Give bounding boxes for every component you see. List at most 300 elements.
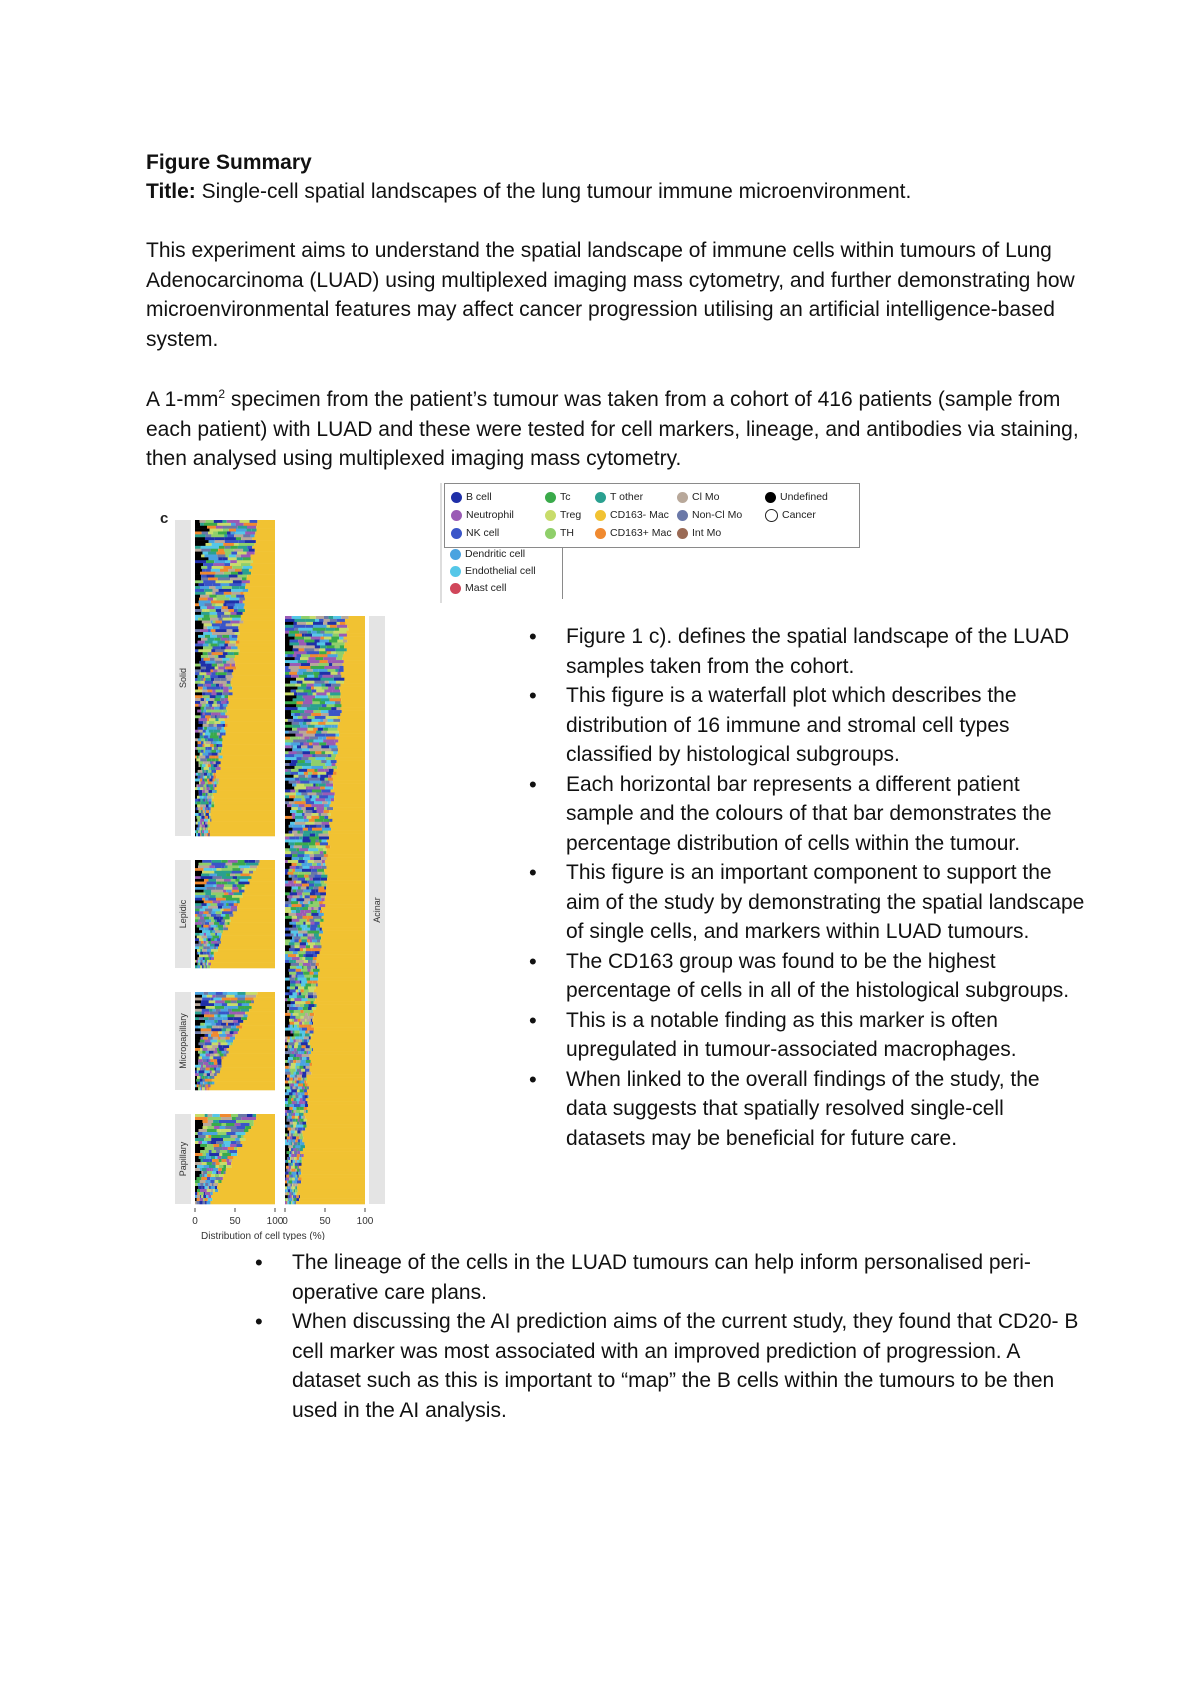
bar-segment xyxy=(213,563,224,566)
bar-segment xyxy=(207,1168,210,1171)
bar-segment xyxy=(290,1157,291,1160)
bar-segment xyxy=(231,572,238,575)
bar-segment xyxy=(195,549,201,552)
bar-segment xyxy=(217,938,220,941)
bar-segment xyxy=(213,1056,221,1059)
bar-segment xyxy=(301,969,307,972)
bar-segment xyxy=(198,957,200,960)
bar-segment xyxy=(203,632,212,635)
bar-segment xyxy=(225,865,228,868)
bar-segment xyxy=(207,566,211,569)
bar-segment xyxy=(289,1192,291,1195)
bar-segment xyxy=(212,796,214,799)
bar-segment xyxy=(197,952,198,955)
bar-segment xyxy=(209,779,212,782)
bar-segment xyxy=(228,992,238,995)
bar-segment xyxy=(314,684,321,687)
bar-segment-dominant xyxy=(223,1177,275,1180)
bar-segment xyxy=(285,963,291,966)
bar-segment xyxy=(226,863,232,866)
bar-segment xyxy=(312,828,322,831)
bar-segment xyxy=(195,876,201,879)
bar-segment-dominant xyxy=(257,523,275,526)
bar-segment xyxy=(204,741,206,744)
bar-segment-dominant xyxy=(248,1129,275,1132)
bar-segment xyxy=(285,860,288,863)
bar-segment xyxy=(285,1136,287,1139)
bar-segment xyxy=(246,863,259,866)
bar-segment xyxy=(203,807,205,810)
bar-segment xyxy=(285,1042,288,1045)
bar-segment xyxy=(330,781,333,784)
bar-segment xyxy=(235,1123,241,1126)
bar-segment xyxy=(195,741,198,744)
bar-segment xyxy=(195,1000,201,1003)
bar-segment xyxy=(200,1174,202,1177)
bar-segment xyxy=(205,827,206,830)
bar-segment xyxy=(201,1000,209,1003)
bar-segment xyxy=(303,837,310,840)
bar-segment xyxy=(299,954,304,957)
bar-segment xyxy=(198,1059,203,1062)
bar-segment-dominant xyxy=(237,906,275,909)
bar-segment-dominant xyxy=(307,1119,365,1122)
bar-segment xyxy=(201,770,202,773)
bar-segment xyxy=(295,1095,298,1098)
bar-segment xyxy=(212,955,213,958)
bar-segment xyxy=(236,1120,254,1123)
bar-segment xyxy=(242,583,246,586)
bar-segment-dominant xyxy=(325,895,365,898)
bar-segment-dominant xyxy=(239,629,275,632)
bar-segment xyxy=(210,1177,215,1180)
bullet-item: • Each horizontal bar represents a different patient sample and the colours of that bar demonstrates the percentage distribution of cells within the tumour. xyxy=(566,770,1086,859)
bar-segment xyxy=(226,655,236,658)
bar-segment xyxy=(321,813,327,816)
bar-segment xyxy=(288,1186,290,1189)
bar-segment xyxy=(295,1186,297,1189)
bar-segment-dominant xyxy=(341,672,365,675)
bar-segment xyxy=(302,957,305,960)
bar-segment xyxy=(210,675,217,678)
bar-segment xyxy=(304,975,308,978)
bar-segment xyxy=(291,1139,292,1142)
bar-segment xyxy=(195,580,203,583)
bar-segment xyxy=(195,882,207,885)
bar-segment xyxy=(206,810,209,813)
bar-segment xyxy=(217,764,219,767)
bar-segment xyxy=(198,919,206,922)
bar-segment xyxy=(306,1072,311,1075)
bar-segment xyxy=(296,1098,299,1101)
bar-segment-dominant xyxy=(229,1045,275,1048)
bar-segment xyxy=(218,1054,220,1057)
bar-segment xyxy=(218,1020,222,1023)
bar-segment-dominant xyxy=(305,1128,365,1131)
bar-segment xyxy=(198,641,205,644)
bar-segment xyxy=(308,907,311,910)
bar-segment xyxy=(195,952,197,955)
bar-segment xyxy=(328,754,332,757)
bar-segment xyxy=(300,1133,302,1136)
bar-segment xyxy=(209,793,212,796)
bar-segment xyxy=(299,1175,300,1178)
bar-segment xyxy=(195,672,199,675)
bar-segment xyxy=(285,872,288,875)
bar-segment xyxy=(305,954,313,957)
bar-segment xyxy=(216,767,221,770)
bar-segment-dominant xyxy=(326,851,365,854)
bar-segment xyxy=(310,895,317,898)
bar-segment xyxy=(237,901,240,904)
bar-segment xyxy=(287,986,290,989)
bar-segment-dominant xyxy=(238,646,275,649)
bar-segment xyxy=(324,619,330,622)
bar-segment xyxy=(198,830,201,833)
bar-segment xyxy=(222,1159,227,1162)
bar-segment-dominant xyxy=(226,707,275,710)
bar-segment xyxy=(296,984,301,987)
bar-segment-dominant xyxy=(336,742,365,745)
bar-segment xyxy=(212,623,220,626)
bar-segment xyxy=(310,922,314,925)
bar-segment-dominant xyxy=(254,1120,275,1123)
bar-segment xyxy=(217,595,226,598)
bar-segment xyxy=(200,965,202,968)
bar-segment xyxy=(205,1020,214,1023)
bar-segment xyxy=(305,698,313,701)
bar-segment xyxy=(251,534,255,537)
bar-segment xyxy=(203,761,207,764)
bar-segment xyxy=(195,661,199,664)
bar-segment xyxy=(285,692,294,695)
bar-segment xyxy=(240,592,243,595)
bar-segment xyxy=(195,552,203,555)
bar-segment xyxy=(298,851,305,854)
bar-segment xyxy=(236,554,241,557)
bar-segment xyxy=(315,725,321,728)
bar-segment xyxy=(299,1169,300,1172)
bar-segment xyxy=(220,1037,225,1040)
bar-segment xyxy=(285,1063,289,1066)
bar-segment xyxy=(295,1036,299,1039)
bar-segment xyxy=(200,807,202,810)
bar-segment xyxy=(289,1133,291,1136)
bar-segment xyxy=(239,598,245,601)
bar-segment xyxy=(317,825,322,828)
bar-segment xyxy=(210,819,212,822)
bar-segment xyxy=(299,675,308,678)
bar-segment xyxy=(195,793,199,796)
bar-segment xyxy=(290,1016,296,1019)
bar-segment xyxy=(299,992,301,995)
bar-segment xyxy=(287,1113,289,1116)
bar-segment-dominant xyxy=(245,1138,275,1141)
bar-segment xyxy=(232,871,243,874)
bar-segment xyxy=(214,1126,219,1129)
bar-segment xyxy=(199,718,208,721)
bar-segment xyxy=(225,1037,229,1040)
bar-segment-dominant xyxy=(260,860,275,863)
bar-segment xyxy=(296,972,303,975)
bar-segment-dominant xyxy=(221,761,275,764)
bar-segment-dominant xyxy=(212,799,275,802)
bar-segment xyxy=(308,992,313,995)
bar-segment xyxy=(200,1003,214,1006)
bar-segment xyxy=(198,675,203,678)
bar-segment xyxy=(203,1183,205,1186)
bar-segment-dominant xyxy=(244,1135,275,1138)
bar-segment xyxy=(241,554,251,557)
bar-segment xyxy=(327,625,330,628)
bar-segment xyxy=(296,1125,303,1128)
bullet-item: • The CD163 group was found to be the highest percentage of cells in all of the histological subgroups. xyxy=(566,947,1086,1006)
bar-segment xyxy=(201,876,213,879)
bar-segment xyxy=(208,781,212,784)
bar-segment xyxy=(195,655,201,658)
bar-segment xyxy=(232,1117,236,1120)
bar-segment xyxy=(195,764,199,767)
bar-segment xyxy=(292,904,302,907)
bar-segment xyxy=(209,767,211,770)
bar-segment xyxy=(212,1076,215,1079)
bar-segment-dominant xyxy=(252,546,275,549)
bar-segment xyxy=(324,810,329,813)
bar-segment-dominant xyxy=(237,1150,275,1153)
legend-label: B cell xyxy=(466,491,492,503)
bar-segment xyxy=(228,1009,232,1012)
bar-segment xyxy=(313,678,321,681)
bar-segment xyxy=(301,936,308,939)
bar-segment-dominant xyxy=(339,687,365,690)
bar-segment xyxy=(285,1033,294,1036)
bar-segment xyxy=(290,1122,294,1125)
bar-segment xyxy=(289,928,297,931)
bar-segment xyxy=(285,792,296,795)
bar-segment xyxy=(301,881,307,884)
bar-segment xyxy=(238,1003,242,1006)
bar-segment xyxy=(195,577,201,580)
bar-segment xyxy=(197,1177,202,1180)
bar-segment xyxy=(210,744,214,747)
bar-segment xyxy=(328,660,332,663)
bar-segment-dominant xyxy=(329,837,365,840)
bar-segment xyxy=(207,914,211,917)
bar-segment xyxy=(207,1073,210,1076)
bar-segment xyxy=(305,1031,307,1034)
bar-segment xyxy=(201,936,207,939)
bar-segment xyxy=(285,951,293,954)
bar-segment xyxy=(291,1201,292,1204)
bar-segment xyxy=(201,549,210,552)
bar-segment xyxy=(319,839,322,842)
bar-segment xyxy=(212,1183,214,1186)
bar-segment xyxy=(200,949,202,952)
bar-segment xyxy=(195,928,199,931)
bar-segment xyxy=(205,1192,210,1195)
bar-segment xyxy=(202,830,204,833)
bar-segment-dominant xyxy=(219,944,275,947)
bar-segment xyxy=(222,1020,233,1023)
bar-segment xyxy=(207,526,216,529)
bar-segment xyxy=(217,1040,226,1043)
bar-segment-dominant xyxy=(214,1076,275,1079)
bar-segment xyxy=(195,721,199,724)
bar-segment xyxy=(302,748,309,751)
bar-segment xyxy=(205,965,207,968)
bar-segment xyxy=(203,827,205,830)
bar-segment xyxy=(231,1026,236,1029)
bar-segment xyxy=(195,868,204,871)
bar-segment xyxy=(215,784,217,787)
bar-segment xyxy=(203,644,206,647)
bar-segment xyxy=(195,995,202,998)
bar-segment xyxy=(307,1086,309,1089)
bar-segment xyxy=(199,941,201,944)
bar-segment xyxy=(328,795,334,798)
bar-segment-dominant xyxy=(318,981,365,984)
bar-segment xyxy=(317,869,324,872)
bar-segment xyxy=(312,772,318,775)
bar-segment xyxy=(204,1084,206,1087)
bar-segment xyxy=(205,1198,208,1201)
bar-segment xyxy=(311,913,318,916)
bar-segment xyxy=(207,799,208,802)
specimen-superscript: 2 xyxy=(218,387,226,401)
bar-segment xyxy=(209,1150,212,1153)
bar-segment xyxy=(205,1087,206,1090)
bar-segment xyxy=(323,819,329,822)
bar-segment xyxy=(299,631,307,634)
bar-segment xyxy=(195,744,198,747)
bar-segment xyxy=(200,572,215,575)
bar-segment xyxy=(203,1045,207,1048)
bar-segment xyxy=(237,1012,246,1015)
bar-segment xyxy=(288,701,297,704)
bar-segment xyxy=(297,878,305,881)
bar-segment xyxy=(313,628,326,631)
bar-segment xyxy=(225,922,228,925)
bar-segment xyxy=(299,1081,300,1084)
bar-segment xyxy=(297,1075,302,1078)
bar-segment xyxy=(207,1144,213,1147)
bar-segment xyxy=(318,728,323,731)
bar-segment xyxy=(202,764,206,767)
bar-segment xyxy=(224,698,228,701)
bar-segment xyxy=(289,1095,291,1098)
bar-segment xyxy=(235,874,241,877)
bar-segment xyxy=(295,1172,296,1175)
bar-segment xyxy=(212,747,214,750)
bar-segment xyxy=(297,995,303,998)
bar-segment xyxy=(224,592,232,595)
bar-segment xyxy=(215,1070,220,1073)
bar-segment xyxy=(220,1014,227,1017)
bar-segment xyxy=(296,1145,301,1148)
bar-segment xyxy=(230,598,240,601)
bar-segment xyxy=(293,645,304,648)
bar-segment xyxy=(200,779,203,782)
bar-segment xyxy=(203,1065,206,1068)
bar-segment xyxy=(310,857,314,860)
bar-segment xyxy=(224,600,235,603)
bar-segment xyxy=(212,868,216,871)
bar-segment xyxy=(243,534,251,537)
bar-segment xyxy=(195,1087,198,1090)
bar-segment xyxy=(195,879,204,882)
bar-segment xyxy=(320,787,325,790)
bar-segment xyxy=(205,799,206,802)
bar-segment xyxy=(287,1004,290,1007)
bar-segment xyxy=(213,773,214,776)
bar-segment xyxy=(285,892,290,895)
bar-segment xyxy=(200,1189,207,1192)
bar-segment xyxy=(296,1092,298,1095)
bar-segment xyxy=(295,795,304,798)
bar-segment xyxy=(214,1003,222,1006)
bar-segment xyxy=(319,901,323,904)
bar-segment xyxy=(311,872,318,875)
bar-segment xyxy=(211,1028,221,1031)
bar-segment xyxy=(305,1033,310,1036)
bar-segment xyxy=(210,1012,218,1015)
bar-segment-dominant xyxy=(325,904,365,907)
bar-segment xyxy=(301,992,306,995)
bar-segment-dominant xyxy=(308,1104,365,1107)
bar-segment-dominant xyxy=(334,798,365,801)
bar-segment-dominant xyxy=(325,872,365,875)
bar-segment xyxy=(285,1081,288,1084)
bar-segment xyxy=(299,666,310,669)
bar-segment xyxy=(290,1183,292,1186)
bar-segment xyxy=(299,1095,303,1098)
bar-segment xyxy=(219,1165,223,1168)
bar-segment xyxy=(285,1086,287,1089)
bar-segment xyxy=(207,787,210,790)
bar-segment xyxy=(290,1025,293,1028)
bar-segment xyxy=(225,695,228,698)
bar-segment xyxy=(212,1045,218,1048)
bar-segment xyxy=(316,784,319,787)
bar-segment xyxy=(305,798,310,801)
bar-segment xyxy=(315,695,328,698)
bar-segment-dominant xyxy=(227,1054,275,1057)
bar-segment xyxy=(210,695,216,698)
bar-segment xyxy=(331,748,338,751)
bar-segment xyxy=(288,1157,290,1160)
bar-segment xyxy=(311,910,317,913)
bar-segment xyxy=(220,681,227,684)
bar-segment xyxy=(213,589,219,592)
bar-segment xyxy=(205,747,207,750)
bar-segment xyxy=(320,631,324,634)
bar-segment xyxy=(199,1162,202,1165)
bar-segment-dominant xyxy=(254,998,275,1001)
bar-segment xyxy=(308,828,312,831)
bar-segment xyxy=(221,865,225,868)
bar-segment xyxy=(206,1087,207,1090)
bar-segment xyxy=(315,951,320,954)
bar-segment xyxy=(224,612,230,615)
bar-segment xyxy=(294,1045,298,1048)
bar-segment xyxy=(296,981,300,984)
bar-segment xyxy=(200,799,201,802)
bar-segment xyxy=(312,698,321,701)
bar-segment xyxy=(201,1177,207,1180)
bar-segment-dominant xyxy=(311,1051,365,1054)
bar-segment xyxy=(230,658,234,661)
bar-segment xyxy=(291,807,297,810)
